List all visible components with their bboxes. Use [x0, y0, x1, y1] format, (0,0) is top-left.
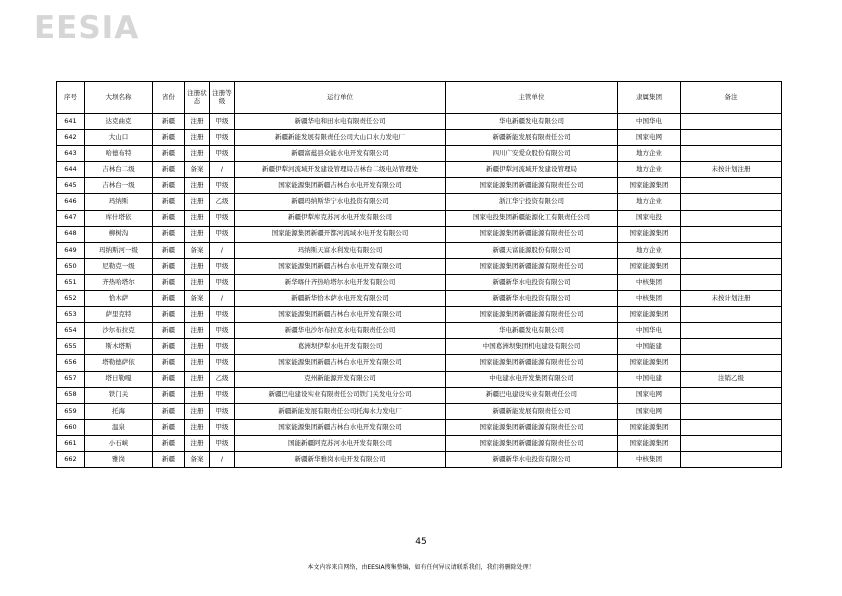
cell-group: 地方企业: [618, 194, 681, 210]
cell-seq: 646: [57, 194, 85, 210]
table-row: [57, 323, 782, 339]
cell-dam-name: 玛纳斯: [85, 194, 153, 210]
cell-province: 新疆: [153, 226, 185, 242]
cell-reg-status: 备案: [185, 451, 210, 467]
cell-remark: [681, 274, 782, 290]
cell-reg-status: 注册: [185, 178, 210, 194]
cell-reg-grade: 甲级: [210, 210, 235, 226]
cell-reg-grade: 甲级: [210, 178, 235, 194]
cell-reg-grade: 甲级: [210, 114, 235, 130]
cell-group: 国家电投: [618, 210, 681, 226]
cell-owner: 新疆天富能源股份有限公司: [446, 242, 618, 258]
cell-owner: 浙江华宁投资有限公司: [446, 194, 618, 210]
cell-province: 新疆: [153, 210, 185, 226]
cell-seq: 657: [57, 371, 85, 387]
cell-group: 地方企业: [618, 146, 681, 162]
cell-remark: [681, 226, 782, 242]
cell-province: 新疆: [153, 403, 185, 419]
cell-dam-name: 斯木塔斯: [85, 339, 153, 355]
cell-reg-status: 注册: [185, 371, 210, 387]
cell-remark: [681, 403, 782, 419]
cell-operator: 国家能源集团新疆吉林台水电开发有限公司: [235, 178, 446, 194]
cell-dam-name: 哈德布特: [85, 146, 153, 162]
cell-province: 新疆: [153, 419, 185, 435]
table-row: [57, 307, 782, 323]
cell-owner: 国家能源集团新疆能源有限责任公司: [446, 258, 618, 274]
cell-remark: [681, 146, 782, 162]
cell-operator: 国能新疆阿克苏河水电开发有限公司: [235, 435, 446, 451]
cell-reg-grade: /: [210, 162, 235, 178]
cell-group: 中国电建: [618, 371, 681, 387]
cell-dam-name: 吉林台一级: [85, 178, 153, 194]
cell-reg-status: 注册: [185, 130, 210, 146]
cell-group: 国家能源集团: [618, 258, 681, 274]
cell-remark: [681, 307, 782, 323]
cell-province: 新疆: [153, 274, 185, 290]
cell-remark: 注销乙级: [681, 371, 782, 387]
cell-province: 新疆: [153, 371, 185, 387]
cell-group: 中国能建: [618, 339, 681, 355]
cell-group: 中核集团: [618, 291, 681, 307]
table-row: [57, 162, 782, 178]
cell-seq: 651: [57, 274, 85, 290]
cell-operator: 国家能源集团新疆吉林台水电开发有限公司: [235, 355, 446, 371]
cell-owner: 四川广安爱众股份有限公司: [446, 146, 618, 162]
cell-seq: 653: [57, 307, 85, 323]
cell-operator: 新疆新华雅岗水电开发有限公司: [235, 451, 446, 467]
table-row: [57, 258, 782, 274]
table-row: [57, 451, 782, 467]
cell-remark: [681, 387, 782, 403]
header-remark: 备注: [681, 82, 782, 114]
cell-dam-name: 铁门关: [85, 387, 153, 403]
cell-dam-name: 尼勒克一级: [85, 258, 153, 274]
cell-province: 新疆: [153, 387, 185, 403]
cell-operator: 新疆伊犁河流域开发建设管理局吉林台二级电站管理处: [235, 162, 446, 178]
cell-reg-grade: 甲级: [210, 387, 235, 403]
cell-reg-status: 注册: [185, 258, 210, 274]
cell-owner: 华电新疆发电有限公司: [446, 114, 618, 130]
cell-remark: [681, 178, 782, 194]
table-row: [57, 339, 782, 355]
footer-disclaimer: 本文内容来自网络，由EESIA搜集整编，如有任何异议请联系我们，我们将删除处理！: [307, 564, 535, 571]
cell-remark: [681, 355, 782, 371]
dam-registry-table: [56, 81, 782, 468]
table-row: [57, 226, 782, 242]
cell-remark: [681, 435, 782, 451]
cell-seq: 644: [57, 162, 85, 178]
cell-group: 中核集团: [618, 274, 681, 290]
cell-dam-name: 大山口: [85, 130, 153, 146]
cell-seq: 647: [57, 210, 85, 226]
cell-operator: 克州新能源开发有限公司: [235, 371, 446, 387]
cell-reg-grade: /: [210, 451, 235, 467]
cell-dam-name: 吉林台二级: [85, 162, 153, 178]
cell-remark: [681, 323, 782, 339]
cell-owner: 国家能源集团新疆能源有限责任公司: [446, 435, 618, 451]
cell-dam-name: 齐热哈塔尔: [85, 274, 153, 290]
cell-reg-status: 注册: [185, 210, 210, 226]
cell-operator: 新疆华电沙尔布拉克水电有限责任公司: [235, 323, 446, 339]
cell-reg-grade: 甲级: [210, 226, 235, 242]
cell-seq: 641: [57, 114, 85, 130]
cell-owner: 国家能源集团新疆能源有限责任公司: [446, 419, 618, 435]
table-row: [57, 274, 782, 290]
cell-operator: 新疆新能发展有限责任公司大山口水力发电厂: [235, 130, 446, 146]
table-row: [57, 242, 782, 258]
table-row: [57, 387, 782, 403]
cell-province: 新疆: [153, 258, 185, 274]
cell-operator: 国家能源集团新疆开都河流域水电开发有限公司: [235, 226, 446, 242]
cell-seq: 662: [57, 451, 85, 467]
cell-operator: 国家能源集团新疆吉林台水电开发有限公司: [235, 307, 446, 323]
cell-group: 中国华电: [618, 114, 681, 130]
cell-remark: 未按计划注册: [681, 291, 782, 307]
cell-operator: 新疆富蕴县众能水电开发有限公司: [235, 146, 446, 162]
cell-operator: 新疆华电和田水电有限责任公司: [235, 114, 446, 130]
table-row: [57, 130, 782, 146]
cell-province: 新疆: [153, 323, 185, 339]
cell-reg-status: 备案: [185, 162, 210, 178]
cell-seq: 642: [57, 130, 85, 146]
cell-owner: 新疆新能发展有限责任公司: [446, 130, 618, 146]
cell-operator: 新疆巴电建设实业有限责任公司铁门关发电分公司: [235, 387, 446, 403]
cell-reg-status: 注册: [185, 339, 210, 355]
cell-dam-name: 库什塔依: [85, 210, 153, 226]
cell-reg-status: 备案: [185, 242, 210, 258]
header-owner: 主管单位: [446, 82, 618, 114]
cell-reg-grade: 甲级: [210, 274, 235, 290]
cell-seq: 652: [57, 291, 85, 307]
cell-remark: [681, 194, 782, 210]
table-header-row: [57, 82, 782, 114]
cell-owner: 国家能源集团新疆能源有限责任公司: [446, 178, 618, 194]
cell-reg-grade: 甲级: [210, 307, 235, 323]
cell-owner: 国家能源集团新疆能源有限责任公司: [446, 307, 618, 323]
cell-owner: 国家电投集团新疆能源化工有限责任公司: [446, 210, 618, 226]
cell-reg-status: 注册: [185, 307, 210, 323]
cell-group: 中国华电: [618, 323, 681, 339]
cell-reg-grade: 甲级: [210, 146, 235, 162]
cell-reg-status: 注册: [185, 274, 210, 290]
cell-dam-name: 恰木萨: [85, 291, 153, 307]
cell-operator: 新华喀什齐热哈塔尔水电开发有限公司: [235, 274, 446, 290]
cell-operator: 新疆玛纳斯华宁水电投资有限公司: [235, 194, 446, 210]
cell-group: 国家能源集团: [618, 307, 681, 323]
cell-reg-status: 注册: [185, 146, 210, 162]
cell-dam-name: 玛纳斯河一级: [85, 242, 153, 258]
table-row: [57, 291, 782, 307]
table-row: [57, 371, 782, 387]
cell-province: 新疆: [153, 339, 185, 355]
cell-reg-status: 注册: [185, 194, 210, 210]
cell-seq: 645: [57, 178, 85, 194]
cell-seq: 659: [57, 403, 85, 419]
cell-owner: 新疆巴电建设实业有限责任公司: [446, 387, 618, 403]
cell-dam-name: 萨里克特: [85, 307, 153, 323]
cell-reg-grade: 甲级: [210, 258, 235, 274]
cell-owner: 新疆新华水电投资有限公司: [446, 274, 618, 290]
cell-province: 新疆: [153, 146, 185, 162]
cell-dam-name: 雅岗: [85, 451, 153, 467]
cell-owner: 新疆伊犁河流域开发建设管理局: [446, 162, 618, 178]
cell-reg-grade: 甲级: [210, 355, 235, 371]
cell-reg-status: 注册: [185, 419, 210, 435]
cell-group: 国家电网: [618, 403, 681, 419]
cell-dam-name: 柳树沟: [85, 226, 153, 242]
cell-dam-name: 沙尔布拉克: [85, 323, 153, 339]
cell-group: 国家电网: [618, 387, 681, 403]
cell-remark: [681, 419, 782, 435]
cell-reg-status: 注册: [185, 226, 210, 242]
header-reg-grade: 注册等级: [210, 82, 235, 114]
cell-remark: [681, 114, 782, 130]
cell-remark: [681, 258, 782, 274]
table-row: [57, 403, 782, 419]
table-row: [57, 114, 782, 130]
cell-group: 国家能源集团: [618, 435, 681, 451]
cell-remark: [681, 339, 782, 355]
cell-dam-name: 塔日勒嘎: [85, 371, 153, 387]
cell-owner: 国家能源集团新疆能源有限责任公司: [446, 355, 618, 371]
cell-group: 国家能源集团: [618, 178, 681, 194]
header-province: 省份: [153, 82, 185, 114]
cell-reg-grade: 甲级: [210, 435, 235, 451]
cell-operator: 国家能源集团新疆吉林台水电开发有限公司: [235, 419, 446, 435]
table-row: [57, 146, 782, 162]
cell-dam-name: 小石峡: [85, 435, 153, 451]
cell-province: 新疆: [153, 130, 185, 146]
cell-operator: 国家能源集团新疆吉林台水电开发有限公司: [235, 258, 446, 274]
table-row: [57, 210, 782, 226]
cell-province: 新疆: [153, 435, 185, 451]
cell-reg-grade: /: [210, 242, 235, 258]
cell-group: 地方企业: [618, 242, 681, 258]
cell-reg-status: 注册: [185, 435, 210, 451]
cell-province: 新疆: [153, 355, 185, 371]
cell-seq: 650: [57, 258, 85, 274]
cell-seq: 648: [57, 226, 85, 242]
cell-group: 国家能源集团: [618, 226, 681, 242]
cell-reg-grade: /: [210, 291, 235, 307]
table-row: [57, 419, 782, 435]
cell-operator: 玛纳斯天富水利发电有限公司: [235, 242, 446, 258]
cell-province: 新疆: [153, 178, 185, 194]
cell-remark: 未按计划注册: [681, 162, 782, 178]
cell-owner: 华电新疆发电有限公司: [446, 323, 618, 339]
cell-province: 新疆: [153, 451, 185, 467]
cell-seq: 649: [57, 242, 85, 258]
cell-reg-grade: 甲级: [210, 130, 235, 146]
header-seq: 序号: [57, 82, 85, 114]
cell-owner: 国家能源集团新疆能源有限责任公司: [446, 226, 618, 242]
header-group: 隶属集团: [618, 82, 681, 114]
cell-province: 新疆: [153, 307, 185, 323]
cell-owner: 新疆新华水电投资有限公司: [446, 451, 618, 467]
cell-reg-status: 注册: [185, 403, 210, 419]
cell-operator: 新疆新能发展有限责任公司托海水力发电厂: [235, 403, 446, 419]
cell-province: 新疆: [153, 162, 185, 178]
cell-remark: [681, 242, 782, 258]
cell-owner: 中国葛洲坝集团机电建设有限公司: [446, 339, 618, 355]
cell-dam-name: 温泉: [85, 419, 153, 435]
cell-reg-grade: 甲级: [210, 339, 235, 355]
cell-group: 中核集团: [618, 451, 681, 467]
cell-seq: 643: [57, 146, 85, 162]
header-dam-name: 大坝名称: [85, 82, 153, 114]
cell-dam-name: 达克曲克: [85, 114, 153, 130]
cell-reg-status: 注册: [185, 355, 210, 371]
cell-province: 新疆: [153, 114, 185, 130]
cell-group: 国家能源集团: [618, 419, 681, 435]
cell-reg-grade: 甲级: [210, 419, 235, 435]
cell-reg-status: 注册: [185, 387, 210, 403]
cell-remark: [681, 451, 782, 467]
cell-seq: 654: [57, 323, 85, 339]
table-row: [57, 435, 782, 451]
cell-reg-grade: 甲级: [210, 403, 235, 419]
cell-group: 国家能源集团: [618, 355, 681, 371]
cell-seq: 661: [57, 435, 85, 451]
cell-group: 国家电网: [618, 130, 681, 146]
cell-reg-status: 注册: [185, 323, 210, 339]
cell-seq: 658: [57, 387, 85, 403]
cell-remark: [681, 130, 782, 146]
header-reg-status: 注册状态: [185, 82, 210, 114]
cell-reg-grade: 甲级: [210, 323, 235, 339]
cell-operator: 新疆新华恰木萨水电开发有限公司: [235, 291, 446, 307]
cell-group: 地方企业: [618, 162, 681, 178]
eesia-logo: EESIA: [34, 10, 140, 46]
cell-reg-status: 注册: [185, 114, 210, 130]
cell-province: 新疆: [153, 194, 185, 210]
cell-owner: 中电建水电开发集团有限公司: [446, 371, 618, 387]
cell-owner: 新疆新能发展有限责任公司: [446, 403, 618, 419]
cell-dam-name: 塔勒德萨依: [85, 355, 153, 371]
cell-seq: 655: [57, 339, 85, 355]
page-number: 45: [415, 537, 427, 547]
cell-reg-grade: 乙级: [210, 194, 235, 210]
cell-province: 新疆: [153, 242, 185, 258]
table-row: [57, 178, 782, 194]
cell-seq: 660: [57, 419, 85, 435]
cell-owner: 新疆新华水电投资有限公司: [446, 291, 618, 307]
cell-operator: 葛洲坝伊犁水电开发有限公司: [235, 339, 446, 355]
cell-dam-name: 托海: [85, 403, 153, 419]
header-operator: 运行单位: [235, 82, 446, 114]
cell-seq: 656: [57, 355, 85, 371]
cell-province: 新疆: [153, 291, 185, 307]
table-row: [57, 194, 782, 210]
cell-remark: [681, 210, 782, 226]
cell-reg-status: 备案: [185, 291, 210, 307]
table-row: [57, 355, 782, 371]
cell-reg-grade: 乙级: [210, 371, 235, 387]
cell-operator: 新疆伊犁库克苏河水电开发有限公司: [235, 210, 446, 226]
